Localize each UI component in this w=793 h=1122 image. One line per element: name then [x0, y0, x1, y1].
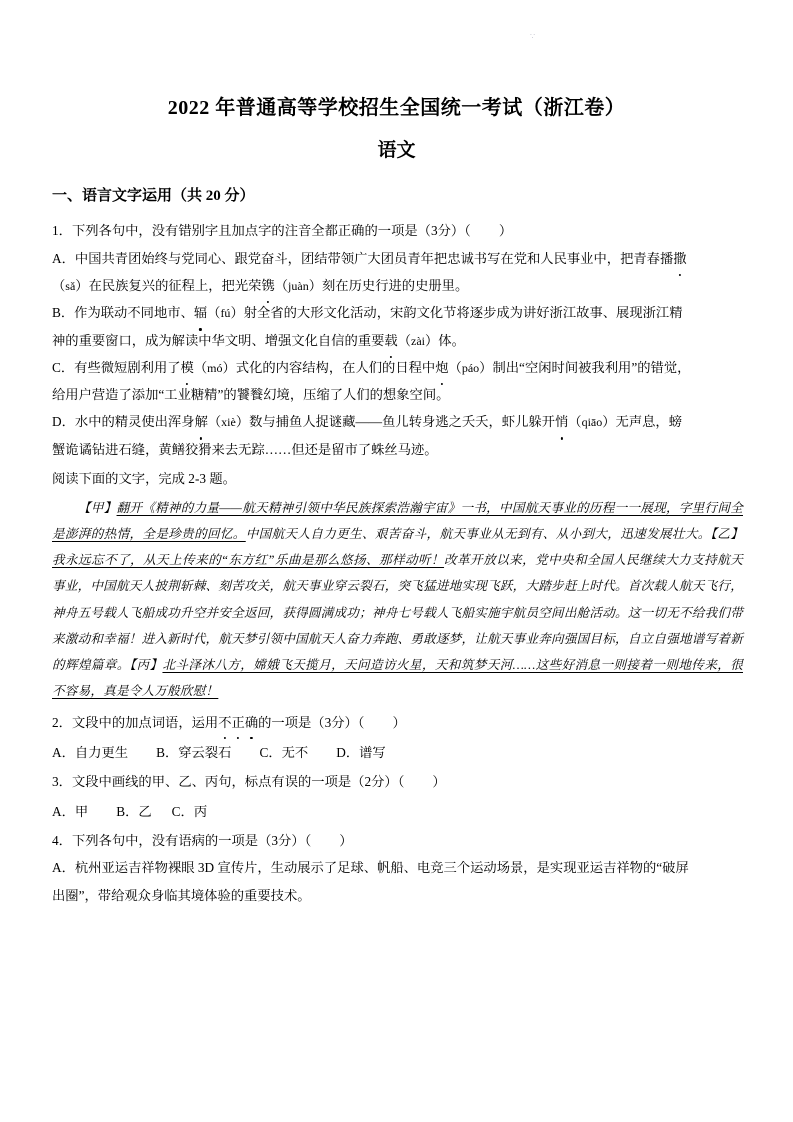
exam-content: [0, 185, 793, 909]
passage-mid-2: 改革开放以来，党中央和全国人民继续大力支持航天事业，中国航天人披荆斩棘、刻苦攻关，航天事业穿云裂石，突飞猛进地实现飞跃，大踏步赶上时代。首次载人航天飞行，神舟五号载人飞船成功升空并安全返回，获得圆满成功；神舟七号载人飞船实施宇航员空间出舱活动。这一切无不给我们带来激动和幸福！进入新时代，航天梦引领中国航天人奋力奔跑、勇敢逐梦，让航天事业奔向强国目标，自立自强地谱写着新的辉煌篇章。: [52, 553, 743, 672]
question-2-choices: [52, 737, 743, 767]
question-3-stem: 3．文段中画线的甲、乙、丙句，标点有误的一项是（2分）（ ）: [52, 774, 446, 790]
question-2-choice-b: B．穿云裂石: [156, 744, 232, 760]
question-2-choice-a: A．自力更生: [52, 744, 129, 760]
page-title: 2022 年普通高等学校招生全国统一考试（浙江卷）: [167, 97, 626, 119]
passage-marker-bing: 【丙】: [129, 657, 163, 672]
question-2-stem: 2．文段中的加点词语，运用不正确的一项是（3分）（ ）: [52, 708, 743, 737]
question-3-choice-a: A．甲: [52, 803, 89, 819]
question-1-option-b-line2: 神的重要窗口，成为解读中华文明、增强文化自信的重要载（zài）体。: [52, 327, 743, 354]
question-3-choices: [52, 796, 743, 826]
passage-mid-1: 中国航天人自力更生、艰苦奋斗，航天事业从无到有、从小到大，迅速发展壮大。: [245, 526, 711, 541]
page-subject: 语文: [377, 140, 416, 161]
question-2-choice-c: C．无不: [259, 744, 309, 760]
passage-marker-jia: 【甲】: [78, 500, 117, 515]
question-1-option-a-line1: A．中国共青团始终与党同心、跟党奋斗，团结带领广大团员青年把忠诚书写在党和人民事业中，把青春播撒: [52, 245, 743, 272]
question-1-option-a-line2: （sǎ）在民族复兴的征程上，把光荣镌（juàn）刻在历史行进的史册里。: [52, 272, 743, 299]
question-4-stem: 4．下列各句中，没有语病的一项是（3分）（ ）: [52, 832, 353, 848]
header-artifact: ∵: [530, 32, 536, 41]
question-3-choice-c: C．丙: [171, 803, 208, 819]
question-1-option-d-line1: D．水中的精灵使出浑身解（xiè）数与捕鱼人捉谜藏——鱼儿转身逃之夭夭，虾儿躲开悄（qiāo）无声息，螃: [52, 408, 743, 435]
passage-bing-text: 北斗泽沐八方，嫦娥飞天揽月，天问造访火星，天和筑梦天河……这些好消息一则接着一则地传来，很不容易，真是令人万般欣慰！: [52, 657, 743, 699]
question-1-option-c-line1: C．有些微短剧利用了模（mó）式化的内容结构，在人们的日程中炮（páo）制出“空闲时间被我利用”的错觉，: [52, 354, 743, 381]
question-1-option-c-line2: 给用户营造了添加“工业糖精”的饕餮幻境，压缩了人们的想象空间。: [52, 387, 450, 403]
passage-jia-text: 翻开《精神的力量——航天精神引领中华民族探索浩瀚宇宙》一书，中国航天事业的历程一一展现，字里行间全是澎湃的热情，全是珍贵的回忆。: [52, 500, 743, 541]
question-1-option-d-line2: 蟹诡谲钻进石缝，黄鳝狡猾来去无踪……但还是留市了蛛丝马迹。: [52, 441, 438, 457]
question-1-stem: 1．下列各句中，没有错别字且加点字的注音全都正确的一项是（3分）（ ）: [52, 223, 513, 239]
question-1-option-b-line1: B．作为联动不同地市、辐（fú）射全省的大形文化活动，宋韵文化节将逐步成为讲好浙江故事、展现浙江精: [52, 299, 743, 326]
question-3-choice-b: B．乙: [116, 803, 152, 819]
reading-instruction: 阅读下面的文字，完成 2-3 题。: [52, 470, 236, 486]
question-4-option-a-line2: 出圈”，带给观众身临其境体验的重要技术。: [52, 887, 311, 903]
question-4-option-a-line1: A．杭州亚运吉祥物裸眼 3D 宣传片，生动展示了足球、帆船、电竞三个运动场景，是实现亚运吉祥物的“破屏: [52, 860, 689, 876]
passage-marker-yi: 【乙】: [710, 526, 743, 541]
reading-passage: [52, 493, 743, 709]
section-heading: 一、语言文字运用（共 20 分）: [52, 187, 255, 204]
passage-yi-text: 我永远忘不了，从天上传来的“东方红”乐曲是那么悠扬、那样动听！: [52, 553, 445, 568]
question-2-choice-d: D．谱写: [336, 744, 386, 760]
